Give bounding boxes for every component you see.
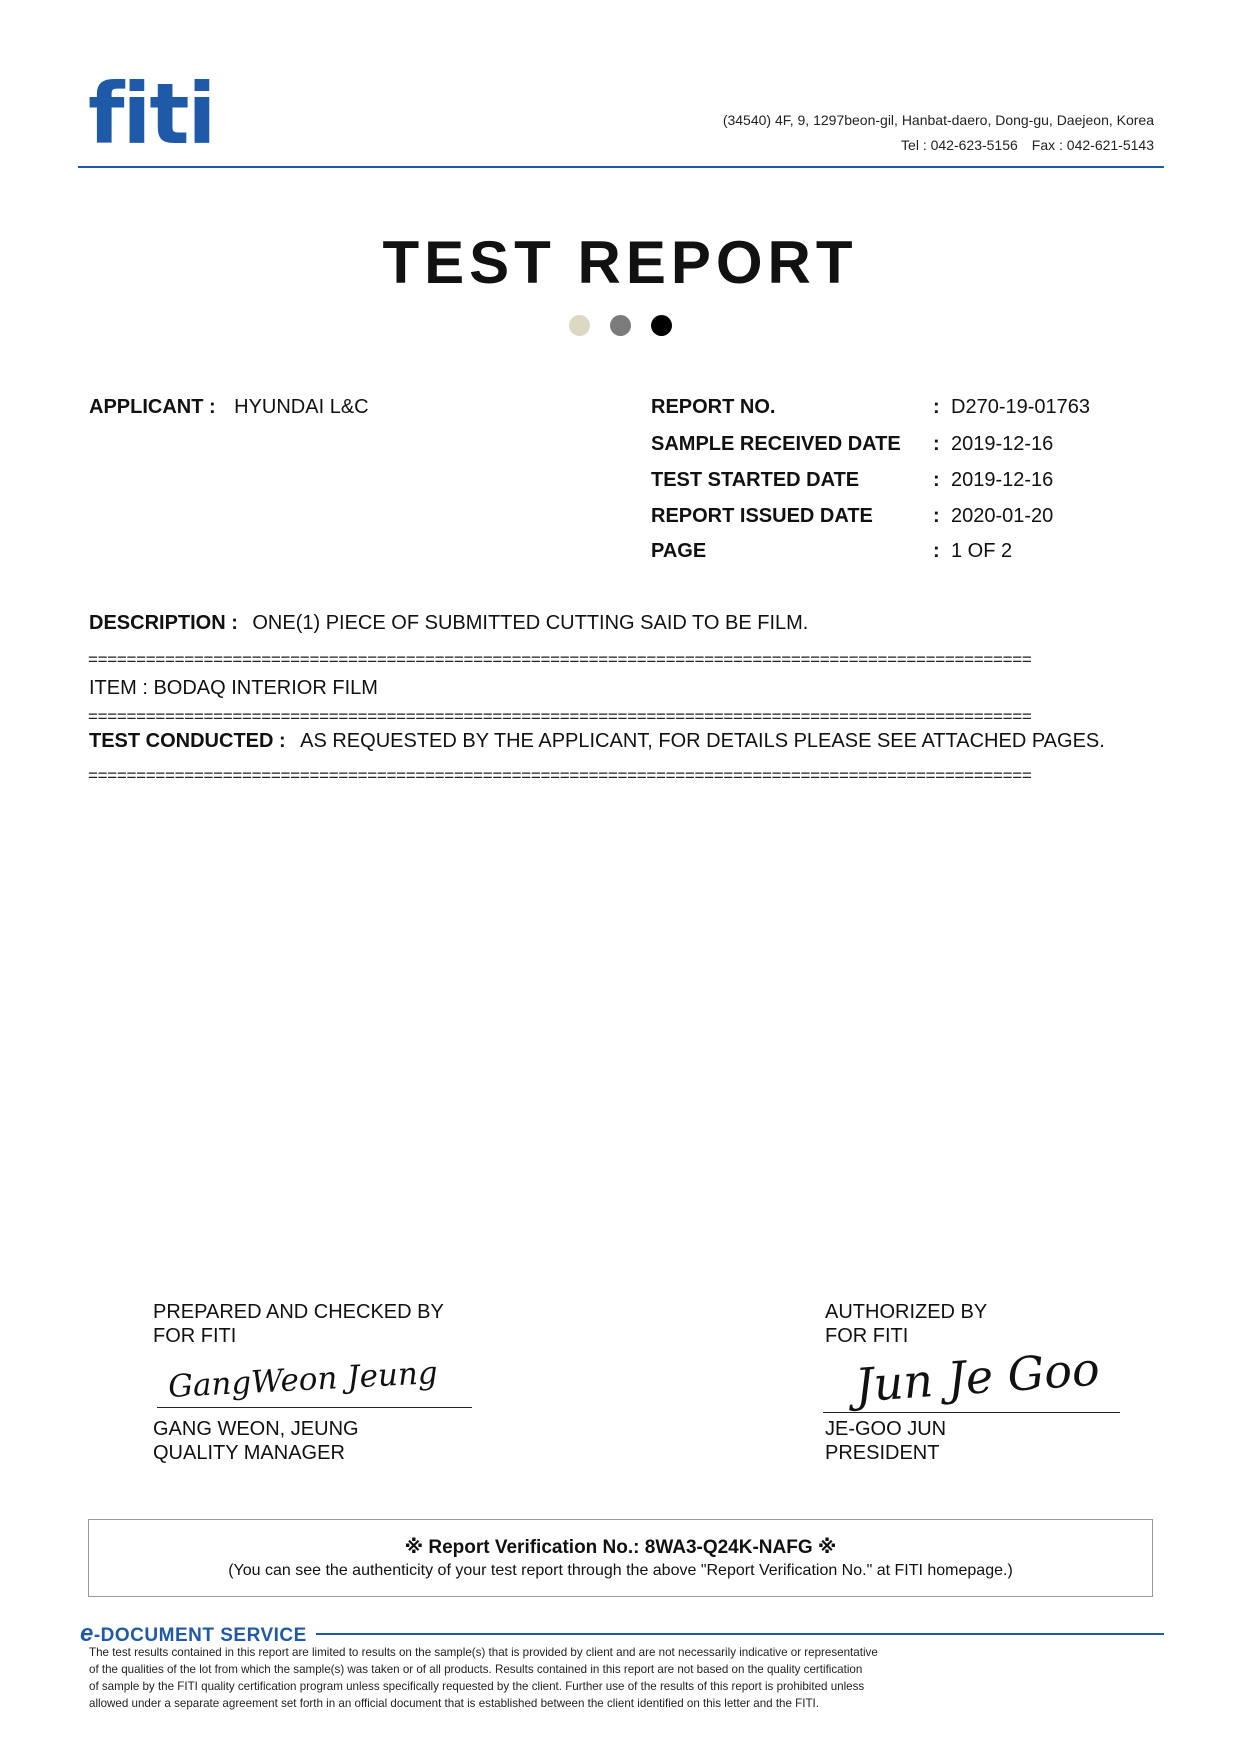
applicant-label: APPLICANT : — [89, 396, 216, 418]
prepared-signer — [153, 1417, 359, 1465]
title-dot-gray — [610, 315, 631, 336]
fax-number: Fax : 042-621-5143 — [1031, 137, 1154, 153]
title-dot-beige — [569, 315, 590, 336]
prepared-name: GANG WEON, JEUNG — [153, 1418, 359, 1440]
test-conducted-field — [89, 730, 1105, 753]
separator-line: ================================================================================================== — [88, 707, 1032, 726]
title-dots — [0, 315, 1240, 341]
field-label: REPORT ISSUED DATE — [651, 505, 873, 527]
authorized-name: JE-GOO JUN — [825, 1418, 947, 1440]
test-conducted-label: TEST CONDUCTED : — [89, 730, 286, 752]
company-address — [723, 108, 1154, 158]
field-value: 2019-12-16 — [951, 469, 1054, 491]
disclaimer-line: allowed under a separate agreement set forth in an official document that is established between the client identified on this letter and the FITI. — [89, 1697, 819, 1710]
fiti-logo — [88, 65, 288, 163]
tel-number: Tel : 042-623-5156 — [901, 137, 1018, 153]
report-title: TEST REPORT — [382, 229, 858, 296]
description-label: DESCRIPTION : — [89, 612, 238, 634]
authorized-line2: FOR FITI — [825, 1325, 909, 1347]
field-value: 1 OF 2 — [951, 540, 1013, 562]
title-dot-black — [651, 315, 672, 336]
separator-line: ================================================================================================== — [88, 766, 1032, 785]
address-line: (34540) 4F, 9, 1297beon-gil, Hanbat-daero, Dong-gu, Daejeon, Korea — [722, 112, 1154, 128]
applicant-field — [89, 396, 369, 419]
disclaimer-line: of sample by the FITI quality certification program unless specifically requested by the client. Further use of the results of this report is prohibited unless — [89, 1680, 865, 1693]
authorized-signature: Jun Je Goo — [853, 1341, 1102, 1413]
authorized-line1: AUTHORIZED BY — [825, 1301, 988, 1323]
field-value: D270-19-01763 — [951, 396, 1090, 418]
prepared-signature-line — [157, 1407, 472, 1408]
service-text: -DOCUMENT SERVICE — [93, 1625, 307, 1646]
applicant-value: HYUNDAI L&C — [234, 396, 369, 418]
field-colon: : — [933, 469, 940, 491]
footer-divider — [316, 1633, 1164, 1635]
disclaimer — [89, 1644, 969, 1712]
separator-line: ================================================================================================== — [88, 650, 1032, 669]
prepared-line1: PREPARED AND CHECKED BY — [153, 1301, 444, 1323]
description-field — [89, 612, 808, 635]
disclaimer-line: The test results contained in this report are limited to results on the sample(s) that is provided by client and are not necessarily indicative or representative — [89, 1646, 878, 1659]
verification-note: (You can see the authenticity of your test report through the above "Report Verification No." at FITI homepage.) — [228, 1562, 1013, 1579]
field-colon: : — [933, 396, 940, 418]
field-colon: : — [933, 433, 940, 455]
field-value: 2020-01-20 — [951, 505, 1054, 527]
e-letter: e — [80, 1620, 94, 1647]
field-colon: : — [933, 540, 940, 562]
field-label: REPORT NO. — [651, 396, 776, 418]
field-value: 2019-12-16 — [951, 433, 1054, 455]
field-label: PAGE — [651, 540, 707, 562]
authorized-heading — [825, 1300, 987, 1348]
disclaimer-line: of the qualities of the lot from which the sample(s) was taken or of all products. Results contained in this report are not based on the quality certification — [89, 1663, 863, 1676]
verification-box — [88, 1519, 1153, 1597]
prepared-heading — [153, 1300, 444, 1348]
field-label: TEST STARTED DATE — [651, 469, 860, 491]
verification-number: ※ Report Verification No.: 8WA3-Q24K-NAFG ※ — [404, 1537, 837, 1558]
field-label: SAMPLE RECEIVED DATE — [651, 433, 901, 455]
logo-wordmark: fiti — [88, 65, 215, 163]
authorized-signature-line — [823, 1412, 1120, 1413]
header-divider — [78, 166, 1164, 168]
contact-line — [723, 133, 1154, 158]
field-colon: : — [933, 505, 940, 527]
prepared-signature: GangWeon Jeung — [167, 1354, 439, 1406]
authorized-role: PRESIDENT — [825, 1442, 940, 1464]
prepared-line2: FOR FITI — [153, 1325, 237, 1347]
test-conducted-value: AS REQUESTED BY THE APPLICANT, FOR DETAILS PLEASE SEE ATTACHED PAGES. — [300, 730, 1105, 752]
item-line: ITEM : BODAQ INTERIOR FILM — [89, 677, 378, 699]
description-value: ONE(1) PIECE OF SUBMITTED CUTTING SAID TO BE FILM. — [252, 612, 809, 634]
prepared-role: QUALITY MANAGER — [153, 1442, 345, 1464]
authorized-signer — [825, 1417, 946, 1465]
